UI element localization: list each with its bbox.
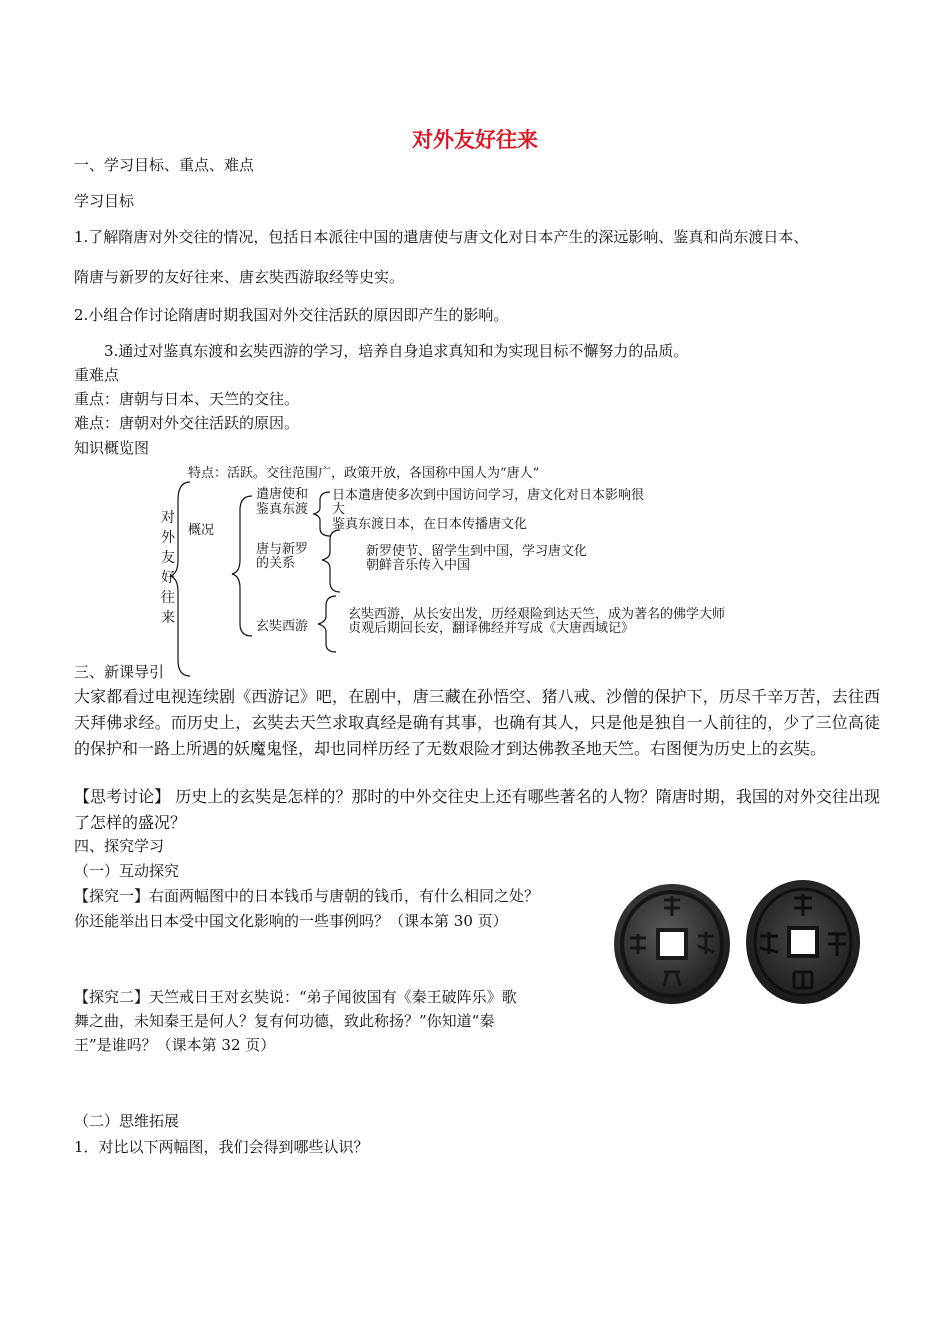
section-heading-goals: 一、学习目标、重点、难点	[74, 156, 255, 174]
page-title: 对外友好往来	[412, 127, 538, 152]
map-branch-3: 玄奘西游	[256, 619, 309, 634]
goals-heading: 学习目标	[74, 192, 135, 210]
explore-2-line-2: 舞之曲，未知秦王是何人？复有何功德，致此称扬？”你知道“秦	[74, 1012, 495, 1030]
knowledge-map-heading: 知识概览图	[74, 439, 150, 457]
map-b3-item-2: 贞观后期回长安，翻译佛经并写成《大唐西域记》	[348, 621, 635, 636]
goal-1-line-2: 隋唐与新罗的友好往来、唐玄奘西游取经等史实。	[74, 268, 405, 286]
goal-3: 3.通过对鉴真东渡和玄奘西游的学习，培养自身追求真知和为实现目标不懈努力的品质。	[104, 342, 689, 360]
difficult-point: 难点：唐朝对外交往活跃的原因。	[74, 414, 300, 432]
goal-2: 2.小组合作讨论隋唐时期我国对外交往活跃的原因即产生的影响。	[74, 306, 509, 324]
branch2-brace	[322, 530, 340, 592]
section-heading-intro: 三、新课导引	[74, 663, 165, 681]
map-branch-2-line-1: 唐与新罗	[256, 542, 309, 557]
extension-question-1: 1．对比以下两幅图，我们会得到哪些认识？	[74, 1138, 369, 1156]
tang-coin-image	[744, 878, 862, 1006]
map-b1-item-1-line-1: 日本遣唐使多次到中国访问学习，唐文化对日本影响很	[332, 488, 645, 503]
map-features: 特点：活跃。交往范围广，政策开放，各国称中国人为“唐人”	[188, 466, 540, 481]
goal-1-line-1: 1.了解隋唐对外交往的情况，包括日本派往中国的遣唐使与唐文化对日本产生的深远影响、鉴真和尚东渡日本、	[74, 228, 809, 246]
map-b2-item-1: 新罗使节、留学生到中国，学习唐文化	[366, 544, 588, 559]
overview-brace	[232, 496, 252, 636]
japanese-coin-image	[612, 882, 732, 1006]
intro-paragraph: 大家都看过电视连续剧《西游记》吧，在剧中，唐三藏在孙悟空、猪八戒、沙僧的保护下，历尽千辛万苦，去往西天拜佛求经。而历史上，玄奘去天竺求取真经是确有其事，也确有其人，只是他是独自一人前往的，少了三位高徒的保护和一路上所遇的妖魔鬼怪，却也同样历经了无数艰险才到达佛教圣地天竺。右图便为历史上的玄奘。	[74, 687, 880, 758]
thinking-extension-heading: （二）思维拓展	[74, 1112, 180, 1130]
discussion-paragraph: 【思考讨论】 历史上的玄奘是怎样的？那时的中外交往史上还有哪些著名的人物？隋唐时期，我国的对外交往出现了怎样的盛况？	[74, 787, 880, 832]
explore-2-line-1: 【探究二】天竺戒日王对玄奘说：“弟子闻彼国有《秦王破阵乐》歌	[74, 988, 517, 1006]
map-branch-1-line-1: 遣唐使和	[256, 487, 309, 502]
branch3-brace	[318, 596, 336, 652]
section-heading-explore: 四、探究学习	[74, 837, 165, 855]
map-b3-item-1: 玄奘西游，从长安出发，历经艰险到达天竺，成为著名的佛学大师	[348, 607, 726, 622]
map-branch-2-line-2: 的关系	[256, 556, 296, 571]
map-overview: 概况	[188, 523, 215, 538]
key-difficult-heading: 重难点	[74, 366, 120, 384]
branch1-brace	[314, 492, 330, 536]
map-b1-item-2: 鉴真东渡日本，在日本传播唐文化	[332, 517, 528, 532]
explore-2-line-3: 王”是谁吗？（课本第 32 页）	[74, 1036, 276, 1054]
key-point: 重点：唐朝与日本、天竺的交往。	[74, 390, 300, 408]
explore-1-line-1: 【探究一】右面两幅图中的日本钱币与唐朝的钱币，有什么相同之处？	[74, 887, 540, 905]
map-b1-item-1-line-2: 大	[332, 502, 346, 517]
interactive-explore-heading: （一）互动探究	[74, 862, 180, 880]
map-b2-item-2: 朝鲜音乐传入中国	[366, 558, 471, 573]
explore-1-line-2: 你还能举出日本受中国文化影响的一些事例吗？（课本第 30 页）	[74, 912, 508, 930]
map-root-label: 对外友好往来	[161, 510, 175, 626]
map-branch-1-line-2: 鉴真东渡	[256, 502, 309, 517]
